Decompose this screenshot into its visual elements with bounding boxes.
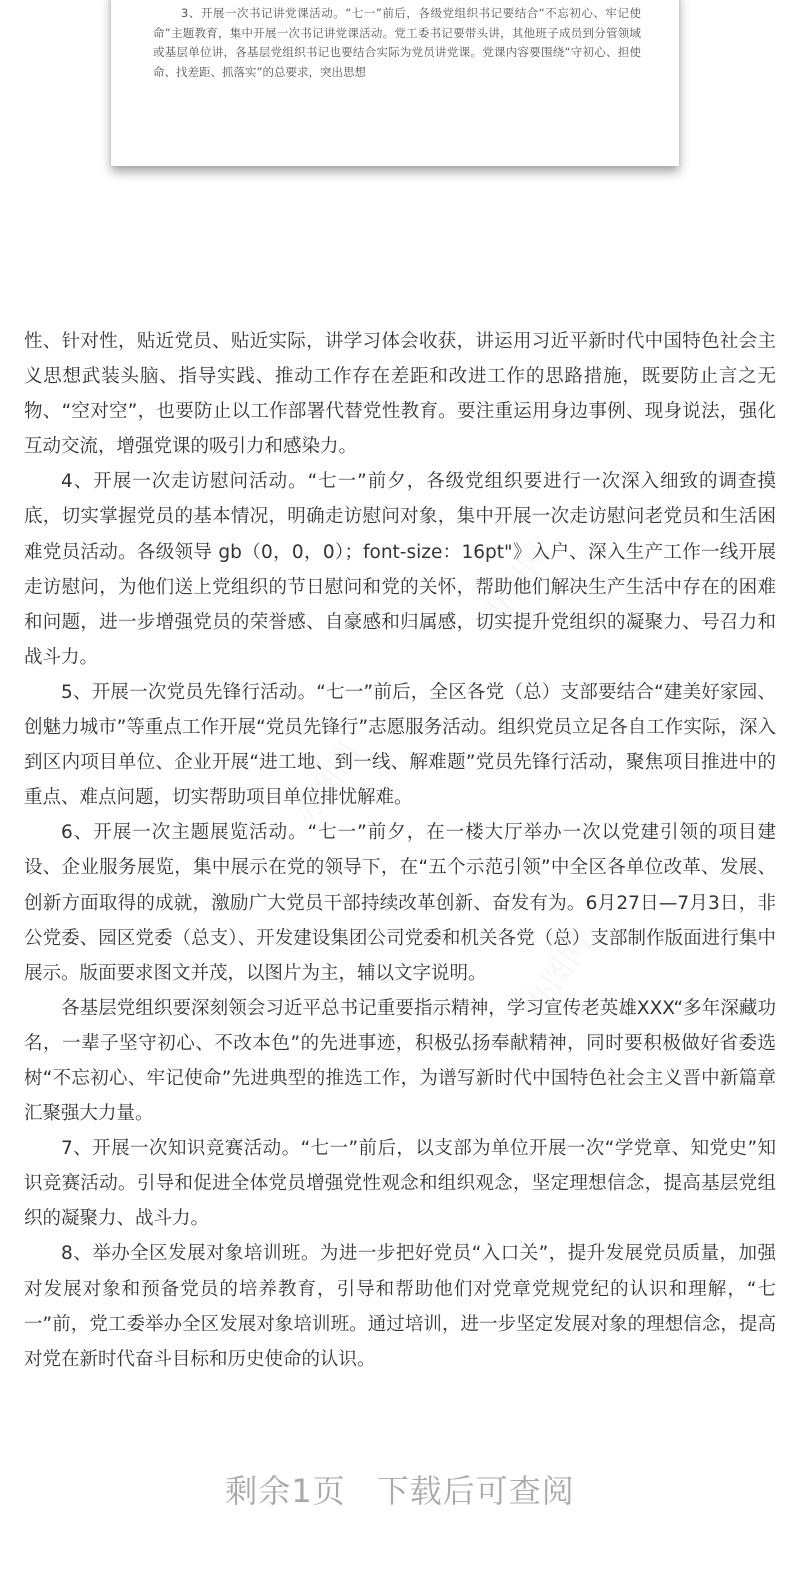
paragraph-item-6: 6、开展一次主题展览活动。“七一”前夕，在一楼大厅举办一次以党建引领的项目建设、企业服务展览，集中展示在党的领导下，在“五个示范引领”中全区各单位改革、发展、创新方面取得的成就，激励广大党员干部持续改革创新、奋发有为。6月27日—7月3日，非公党委、园区党委（总支）、开发建设集团公司党委和机关各党（总）支部制作版面进行集中展示。版面要求图文并茂，以图片为主，辅以文字说明。 (24, 822, 776, 984)
paragraph-summary: 各基层党组织要深刻领会习近平总书记重要指示精神，学习宣传老英雄XXX“多年深藏功名，一辈子坚守初心、不改本色”的先进事迹，积极弘扬奉献精神，同时要积极做好省委选树“不忘初心、牢记使命”先进典型的推选工作，为谱写新时代中国特色社会主义晋中新篇章汇聚强大力量。 (24, 997, 776, 1125)
watermark: 办图网 (477, 537, 559, 631)
watermark: 办图网 (287, 737, 369, 831)
paragraph-item-5: 5、开展一次党员先锋行活动。“七一”前后，全区各党（总）支部要结合“建美好家园、创魅力城市”等重点工作开展“党员先锋行”志愿服务活动。组织党员立足各自工作实际，深入到区内项目单位、企业开展“进工地、到一线、解难题”党员先锋行活动，聚焦项目推进中的重点、难点问题，切实帮助项目单位排忧解难。 (24, 681, 776, 809)
preview-paragraph: 3、开展一次书记讲党课活动。“七一”前后，各级党组织书记要结合“不忘初心、牢记使命”主题教育，集中开展一次书记讲党课活动。党工委书记要带头讲，其他班子成员到分管领域或基层单位讲，各基层党组织书记也要结合实际为党员讲党课。党课内容要围绕“守初心、担使命、找差距、抓落实”的总要求，突出思想 (153, 6, 641, 79)
remaining-pages-label: 剩余1页 (225, 1472, 346, 1510)
document-body (24, 324, 776, 1377)
download-hint-label: 下载后可查阅 (376, 1472, 575, 1510)
paragraph-item-8: 8、举办全区发展对象培训班。为进一步把好党员“入口关”，提升发展党员质量，加强对发展对象和预备党员的培养教育，引导和帮助他们对党章党规党纪的认识和理解，“七一”前，党工委举办全区发展对象培训班。通过培训，进一步坚定发展对象的理想信念，提高对党在新时代奋斗目标和历史使命的认识。 (24, 1243, 776, 1370)
document-preview-card (111, 0, 679, 166)
remaining-pages-banner[interactable] (0, 1466, 800, 1512)
paragraph-item-7: 7、开展一次知识竞赛活动。“七一”前后，以支部为单位开展一次“学党章、知党史”知识竞赛活动。引导和促进全体党员增强党性观念和组织观念，坚定理想信念，提高基层党组织的凝聚力、战斗力。 (24, 1138, 776, 1230)
paragraph-continued: 性、针对性，贴近党员、贴近实际，讲学习体会收获，讲运用习近平新时代中国特色社会主义思想武装头脑、指导实践、推动工作存在差距和改进工作的思路措施，既要防止言之无物、“空对空”，也要防止以工作部署代替党性教育。要注重运用身边事例、现身说法，强化互动交流，增强党课的吸引力和感染力。 (24, 331, 776, 458)
watermark: 办图网 (517, 927, 599, 1021)
paragraph-item-4: 4、开展一次走访慰问活动。“七一”前夕，各级党组织要进行一次深入细致的调查摸底，切实掌握党员的基本情况，明确走访慰问对象，集中开展一次走访慰问老党员和生活困难党员活动。各级领导 gb（0，0，0）；font-size：16pt"》入户、深入生产工作一线开展走访慰问，为他们送上党组织的节日慰问和党的关怀，帮助他们解决生产生活中存在的困难和问题，进一步增强党员的荣誉感、自豪感和归属感，切实提升党组织的凝聚力、号召力和战斗力。 (24, 471, 776, 668)
